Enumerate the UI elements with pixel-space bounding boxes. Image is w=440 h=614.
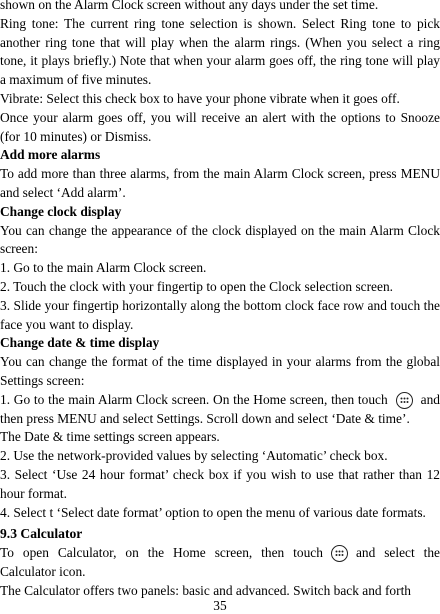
- paragraph-alarm-days: shown on the Alarm Clock screen without any days under the set time.: [0, 0, 379, 12]
- date-step-1-text-cont: and then press MENU and select Settings. Scroll down and select ‘Date & time’.: [0, 391, 440, 426]
- paragraph-snooze: Once your alarm goes off, you will receive an alert with the options to Snooze (for 10 minutes) or Dismiss.: [0, 109, 440, 144]
- paragraph-ring-tone: Ring tone: The current ring tone selection is shown. Select Ring tone to pick another ring tone that will play when the alarm rings. (When you select a ring tone, it plays briefly.) Note that when your alarm goes off, the ring tone will play a maximum of five minutes.: [0, 15, 440, 88]
- paragraph-date-intro: You can change the format of the time displayed in your alarms from the global Settings screen:: [0, 354, 440, 388]
- paragraph-date-step-3: 3. Select ‘Use 24 hour format’ check box if you wish to use that rather than 12 hour format.: [0, 466, 440, 501]
- apps-grid-icon: [396, 392, 413, 409]
- paragraph-date-step-2: 2. Use the network-provided values by selecting ‘Automatic’ check box.: [0, 448, 388, 464]
- paragraph-calculator-panels: The Calculator offers two panels: basic and advanced. Switch back and forth: [0, 582, 412, 598]
- heading-add-more-alarms: Add more alarms: [0, 147, 101, 163]
- paragraph-calculator-open: [0, 544, 440, 582]
- calculator-open-text-cont: and select the Calculator icon.: [0, 545, 440, 580]
- heading-calculator: 9.3 Calculator: [0, 526, 83, 542]
- paragraph-clock-step-1: 1. Go to the main Alarm Clock screen.: [0, 260, 207, 276]
- heading-change-date-time: Change date & time display: [0, 335, 160, 351]
- date-step-1-text: 1. Go to the main Alarm Clock screen. On the Home screen, then touch: [0, 391, 388, 407]
- heading-change-clock-display: Change clock display: [0, 203, 122, 219]
- paragraph-date-settings-appear: The Date & time settings screen appears.: [0, 429, 220, 445]
- calculator-open-text: To open Calculator, on the Home screen, then touch: [0, 545, 323, 561]
- paragraph-clock-step-2: 2. Touch the clock with your fingertip to open the Clock selection screen.: [0, 278, 393, 294]
- paragraph-clock-intro: You can change the appearance of the clock displayed on the main Alarm Clock screen:: [0, 222, 440, 257]
- page-number: 35: [213, 598, 227, 613]
- paragraph-add-alarms: To add more than three alarms, from the main Alarm Clock screen, press MENU and select ‘Add alarm’.: [0, 166, 440, 200]
- paragraph-date-step-4: 4. Select t ‘Select date format’ option to open the menu of various date formats.: [0, 504, 426, 520]
- paragraph-clock-step-3: 3. Slide your fingertip horizontally along the bottom clock face row and touch the face you want to display.: [0, 297, 440, 332]
- paragraph-vibrate: Vibrate: Select this check box to have your phone vibrate when it goes off.: [0, 90, 400, 106]
- apps-grid-icon: [331, 545, 348, 562]
- paragraph-date-step-1: [0, 391, 440, 429]
